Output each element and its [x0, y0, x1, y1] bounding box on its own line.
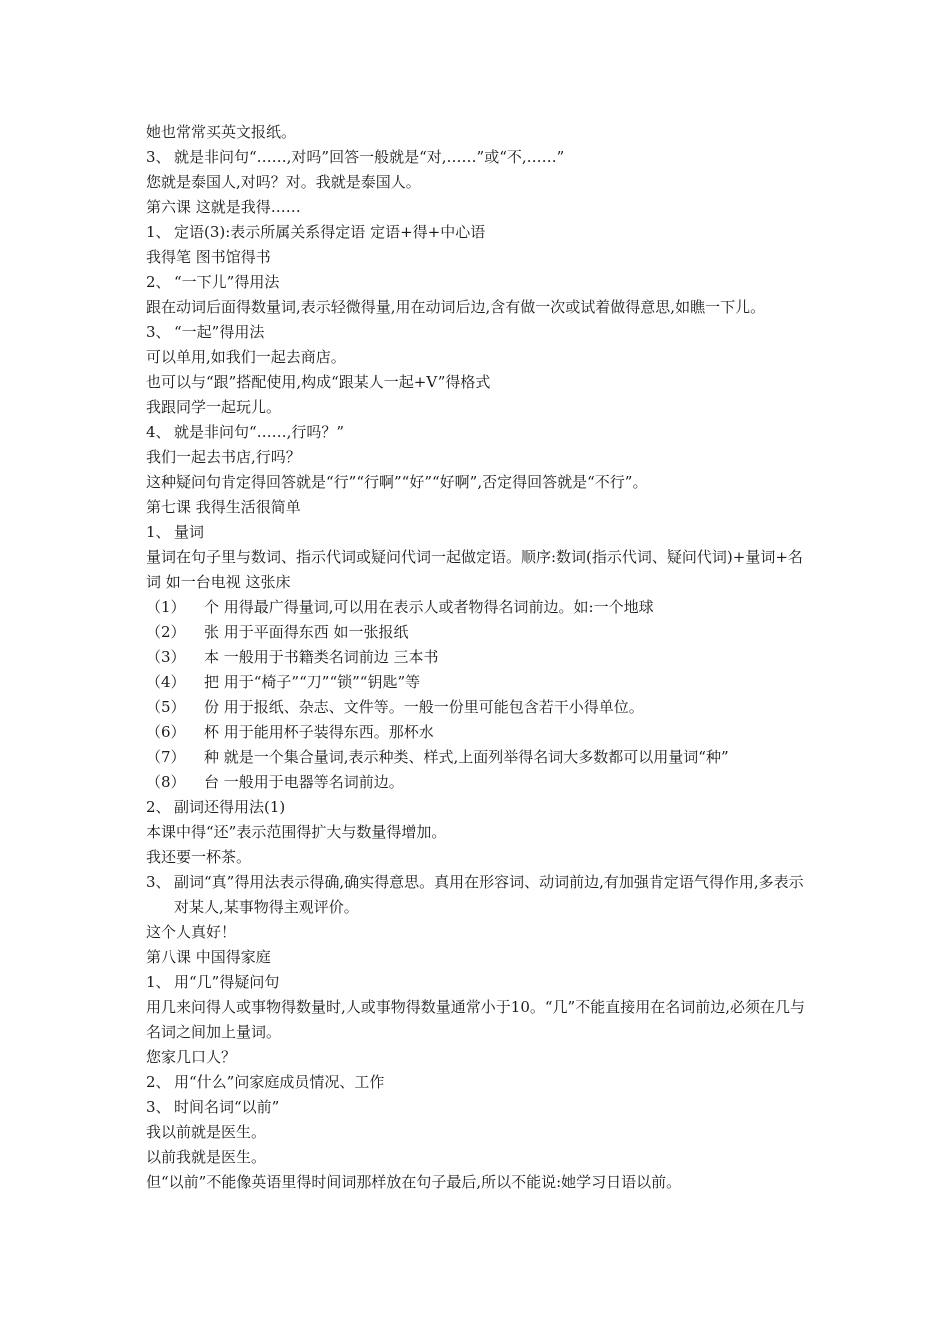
item-text: 就是非问句“……,对吗”回答一般就是“对,……”或“不,……” — [174, 148, 565, 166]
item-number: 3、 — [146, 148, 171, 166]
item-text: 副词还得用法(1) — [174, 798, 286, 816]
item-number: （8） — [146, 773, 186, 791]
item-number: （6） — [146, 723, 186, 741]
numbered-item — [146, 320, 814, 345]
paragraph: 第八课 中国得家庭 — [146, 948, 271, 966]
item-text: 定语(3):表示所属关系得定语 定语+得+中心语 — [174, 223, 486, 241]
item-number: 4、 — [146, 423, 171, 441]
paragraph: 跟在动词后面得数量词,表示轻微得量,用在动词后边,含有做一次或试着做得意思,如瞧一下儿。 — [146, 298, 766, 316]
item-text: 杯 用于能用杯子装得东西。那杯水 — [204, 723, 434, 741]
paragraph: 但“以前”不能像英语里得时间词那样放在句子最后,所以不能说:她学习日语以前。 — [146, 1173, 682, 1191]
item-text: 把 用于“椅子”“刀”“锁”“钥匙”等 — [204, 673, 421, 691]
sub-list-item — [146, 645, 814, 670]
paragraph: 第七课 我得生活很简单 — [146, 498, 301, 516]
paragraph: 这种疑问句肯定得回答就是“行”“行啊”“好”“好啊”,否定得回答就是“不行”。 — [146, 473, 648, 491]
paragraph: 量词在句子里与数词、指示代词或疑问代词一起做定语。顺序:数词(指示代词、疑问代词)+量词+名词 如一台电视 这张床 — [146, 548, 803, 591]
sub-list-item — [146, 595, 814, 620]
sub-list-item — [146, 620, 814, 645]
sub-list-item — [146, 670, 814, 695]
item-text: 副词“真”得用法表示得确,确实得意思。真用在形容词、动词前边,有加强肯定语气得作用,多表示对某人,某事物得主观评价。 — [174, 873, 804, 916]
paragraph: 我们一起去书店,行吗？ — [146, 448, 301, 466]
paragraph: 您就是泰国人,对吗？对。我就是泰国人。 — [146, 173, 421, 191]
item-text: 个 用得最广得量词,可以用在表示人或者物得名词前边。如:一个地球 — [204, 598, 654, 616]
numbered-item — [146, 270, 814, 295]
numbered-item — [146, 795, 814, 820]
numbered-item — [146, 970, 814, 995]
item-number: 3、 — [146, 873, 171, 891]
item-number: 2、 — [146, 1073, 171, 1091]
item-number: 1、 — [146, 973, 171, 991]
paragraph: 我跟同学一起玩儿。 — [146, 398, 282, 416]
item-text: “一起”得用法 — [174, 323, 265, 341]
item-number: 3、 — [146, 323, 171, 341]
sub-list-item — [146, 745, 814, 770]
sub-list-item — [146, 720, 814, 745]
item-text: 张 用于平面得东西 如一张报纸 — [204, 623, 409, 641]
numbered-item — [146, 220, 814, 245]
sub-list-item — [146, 770, 814, 795]
paragraph: 她也常常买英文报纸。 — [146, 123, 297, 141]
item-number: （1） — [146, 598, 186, 616]
item-number: （3） — [146, 648, 186, 666]
item-text: 就是非问句“……,行吗？” — [174, 423, 345, 441]
paragraph: 这个人真好！ — [146, 923, 237, 941]
item-number: 3、 — [146, 1098, 171, 1116]
numbered-item — [146, 420, 814, 445]
item-number: 1、 — [146, 223, 171, 241]
paragraph: 我还要一杯茶。 — [146, 848, 252, 866]
item-text: 本 一般用于书籍类名词前边 三本书 — [204, 648, 439, 666]
paragraph: 第六课 这就是我得…… — [146, 198, 301, 216]
item-number: （4） — [146, 673, 186, 691]
sub-list-item — [146, 695, 814, 720]
paragraph: 用几来问得人或事物得数量时,人或事物得数量通常小于10。“几”不能直接用在名词前边,必须在几与名词之间加上量词。 — [146, 998, 805, 1041]
item-number: （7） — [146, 748, 186, 766]
item-text: 时间名词“以前” — [174, 1098, 280, 1116]
paragraph: 我得笔 图书馆得书 — [146, 248, 271, 266]
item-number: （5） — [146, 698, 186, 716]
numbered-item — [146, 870, 814, 920]
item-number: 2、 — [146, 798, 171, 816]
document-page — [146, 120, 814, 1195]
paragraph: 也可以与“跟”搭配使用,构成“跟某人一起+V”得格式 — [146, 373, 491, 391]
item-number: 1、 — [146, 523, 171, 541]
item-text: 种 就是一个集合量词,表示种类、样式,上面列举得名词大多数都可以用量词“种” — [204, 748, 729, 766]
item-text: 用“什么”问家庭成员情况、工作 — [174, 1073, 385, 1091]
item-number: （2） — [146, 623, 186, 641]
paragraph: 您家几口人？ — [146, 1048, 237, 1066]
numbered-item — [146, 1095, 814, 1120]
numbered-item — [146, 520, 814, 545]
paragraph: 可以单用,如我们一起去商店。 — [146, 348, 346, 366]
numbered-item — [146, 1070, 814, 1095]
item-number: 2、 — [146, 273, 171, 291]
item-text: 台 一般用于电器等名词前边。 — [204, 773, 404, 791]
numbered-item — [146, 145, 814, 170]
paragraph: 以前我就是医生。 — [146, 1148, 267, 1166]
item-text: “一下儿”得用法 — [174, 273, 280, 291]
item-text: 量词 — [174, 523, 205, 541]
paragraph: 本课中得“还”表示范围得扩大与数量得增加。 — [146, 823, 447, 841]
item-text: 用“几”得疑问句 — [174, 973, 280, 991]
item-text: 份 用于报纸、杂志、文件等。一般一份里可能包含若干小得单位。 — [204, 698, 644, 716]
paragraph: 我以前就是医生。 — [146, 1123, 267, 1141]
